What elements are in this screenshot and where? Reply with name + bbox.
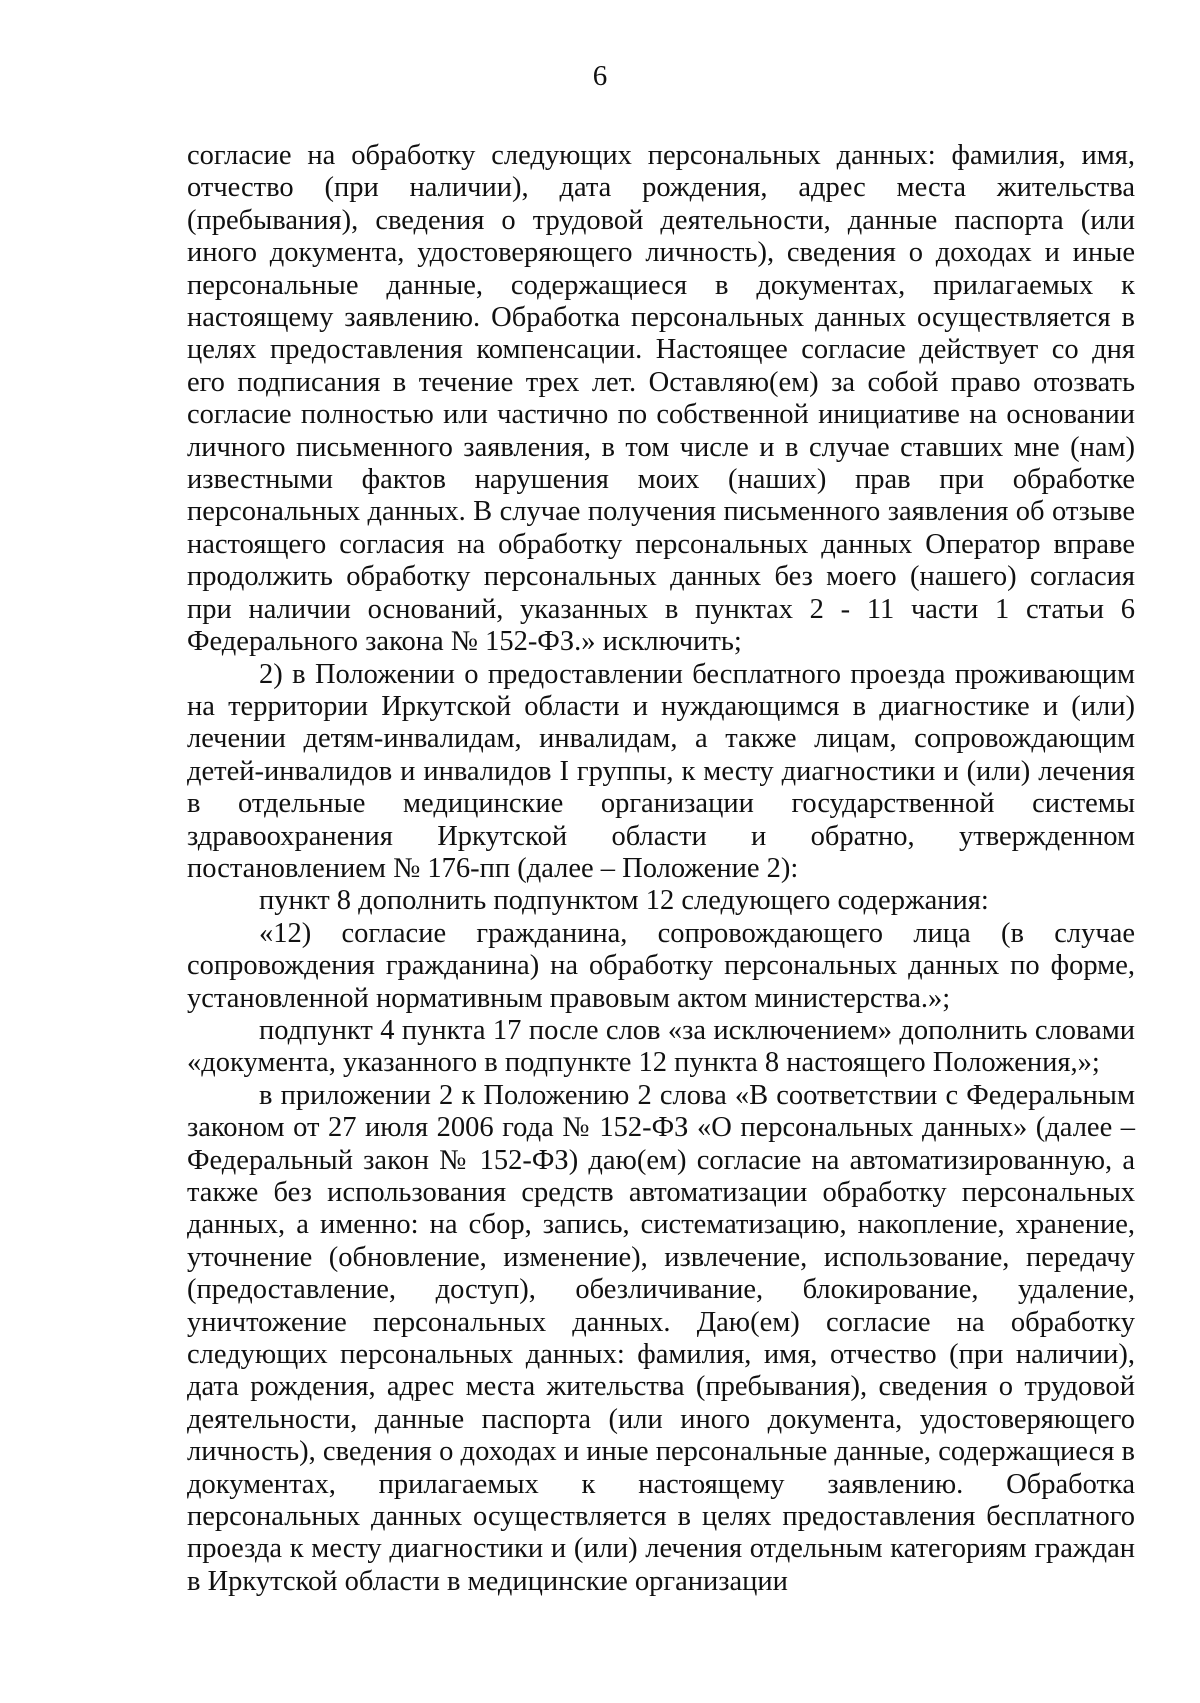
paragraph-appendix-2-amendment: в приложении 2 к Положению 2 слова «В соответствии с Федеральным законом от 27 июля 2006 года № 152-ФЗ «О персональных данных» (далее – Федеральный закон № 152-ФЗ) даю(ем) согласие на автоматизированную, а также без использования средств автоматизации обработку персональных данных, а именно: на сбор, запись, систематизацию, накопление, хранение, уточнение (обновление, изменение), извлечение, использование, передачу (предоставление, доступ), обезличивание, блокирование, удаление, уничтожение персональных данных. Даю(ем) согласие на обработку следующих персональных данных: фамилия, имя, отчество (при наличии), дата рождения, адрес места жительства (пребывания), сведения о трудовой деятельности, данные паспорта (или иного документа, удостоверяющего личность), сведения о доходах и иные персональные данные, содержащиеся в документах, прилагаемых к настоящему заявлению. Обработка персональных данных осуществляется в целях предоставления бесплатного проезда к месту диагностики и (или) лечения отдельным категориям граждан в Иркутской области в медицинские организации [187, 1079, 1135, 1597]
document-body [187, 140, 1135, 1598]
paragraph-item-2-regulation: 2) в Положении о предоставлении бесплатного проезда проживающим на территории Иркутской области и нуждающимся в диагностике и (или) лечении детям-инвалидам, инвалидам, а также лицам, сопровождающим детей-инвалидов и инвалидов I группы, к месту диагностики и (или) лечения в отдельные медицинские организации государственной системы здравоохранения Иркутской области и обратно, утвержденном постановлением № 176-пп (далее – Положение 2): [187, 658, 1135, 884]
paragraph-consent-continuation: согласие на обработку следующих персональных данных: фамилия, имя, отчество (при наличии), дата рождения, адрес места жительства (пребывания), сведения о трудовой деятельности, данные паспорта (или иного документа, удостоверяющего личность), сведения о доходах и иные персональные данные, содержащиеся в документах, прилагаемых к настоящему заявлению. Обработка персональных данных осуществляется в целях предоставления компенсации. Настоящее согласие действует со дня его подписания в течение трех лет. Оставляю(ем) за собой право отозвать согласие полностью или частично по собственной инициативе на основании личного письменного заявления, в том числе и в случае ставших мне (нам) известными фактов нарушения моих (наших) прав при обработке персональных данных. В случае получения письменного заявления об отзыве настоящего согласия на обработку персональных данных Оператор вправе продолжить обработку персональных данных без моего (нашего) согласия при наличии оснований, указанных в пунктах 2 - 11 части 1 статьи 6 Федерального закона № 152-ФЗ.» исключить; [187, 140, 1135, 658]
paragraph-point-17-amendment: подпункт 4 пункта 17 после слов «за исключением» дополнить словами «документа, указанного в подпункте 12 пункта 8 настоящего Положения,»; [187, 1014, 1135, 1079]
page-number: 6 [592, 60, 608, 92]
paragraph-point-8-amendment: пункт 8 дополнить подпунктом 12 следующего содержания: [259, 885, 989, 917]
paragraph-subpoint-12-text: «12) согласие гражданина, сопровождающего лица (в случае сопровождения гражданина) на обработку персональных данных по форме, установленной нормативным правовым актом министерства.»; [187, 917, 1135, 1014]
